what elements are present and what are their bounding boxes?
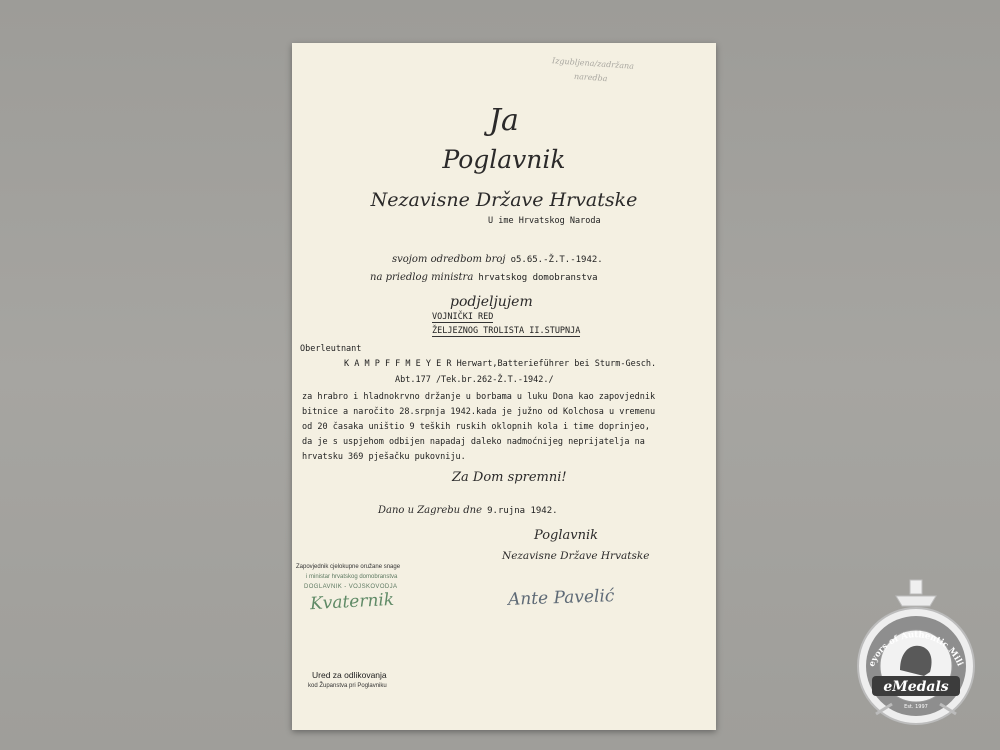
grant-word: podjeljujem [450, 294, 533, 310]
date-line [378, 498, 558, 517]
citation-line: da je s uspjehom odbijen napadaj daleko nadmoćnijeg neprijatelja na [302, 437, 645, 447]
document-sheet [292, 43, 716, 730]
office-line-1: Ured za odlikovanja [312, 670, 387, 680]
stamp-line: Zapovjednik cjelokupne oružane snage [296, 564, 401, 570]
proposal-label: na priedlog ministra [370, 272, 474, 283]
pencil-note-line-2: naredba [573, 71, 608, 84]
office-line-2: kod Županstva pri Poglavniku [308, 683, 387, 689]
date-label: Dano u Zagrebu dne [378, 505, 483, 516]
pencil-note-line-1: Izgubljena/zadržana [551, 56, 635, 71]
main-signature: Ante Pavelić [507, 586, 615, 610]
seal-ring-text: eyors of Authentic Mili [867, 630, 965, 669]
decree-number: o5.65.-Ž.T.-1942. [510, 255, 603, 265]
proposal-line [370, 265, 598, 284]
citation-line: hrvatsku 369 pješačku pukovniju. [302, 452, 466, 462]
citation-line: za hrabro i hladnokrvno držanje u borbama u luku Dona kao zapovjednik [302, 392, 656, 402]
date-value: 9.rujna 1942. [487, 506, 558, 516]
signoff-state: Nezavisne Države Hrvatske [502, 550, 650, 562]
signoff-title: Poglavnik [534, 528, 599, 543]
stamp-line: DOGLAVNIK - VOJSKOVODJA [304, 584, 398, 590]
order-line-1: VOJNIČKI RED [432, 312, 494, 322]
stamp-signature: Kvaternik [309, 589, 395, 615]
order-line-2: ŽELJEZNOG TROLISTA II.STUPNJA [432, 326, 581, 336]
recipient-line-2: Abt.177 /Tek.br.262-Ž.T.-1942./ [395, 375, 554, 385]
decree-label: svojom odredbom broj [392, 254, 506, 265]
decree-line [392, 247, 603, 266]
motto: Za Dom spremni! [452, 470, 567, 485]
subtitle: U ime Hrvatskog Naroda [488, 216, 601, 226]
title-ja: Ja [489, 103, 519, 138]
emedals-seal [846, 578, 986, 728]
seal-est: Est. 1997 [904, 704, 928, 710]
stamp-line: i ministar hrvatskog domobranstva [306, 574, 398, 580]
title-poglavnik: Poglavnik [442, 145, 566, 174]
proposal-value: hrvatskog domobranstva [478, 273, 598, 283]
title-state: Nezavisne Države Hrvatske [370, 189, 638, 211]
citation-line: bitnice a naročito 28.srpnja 1942.kada je južno od Kolchosa u vremenu [302, 407, 656, 417]
seal-brand: eMedals [883, 679, 949, 695]
citation-line: od 20 časaka uništio 9 teških ruskih oklopnih kola i time doprinjeo, [302, 422, 650, 432]
rank: Oberleutnant [300, 344, 362, 354]
recipient-line-1: K A M P F F M E Y E R Herwart,Batterieführer bei Sturm-Gesch. [344, 359, 657, 369]
seal-icon [846, 578, 986, 728]
